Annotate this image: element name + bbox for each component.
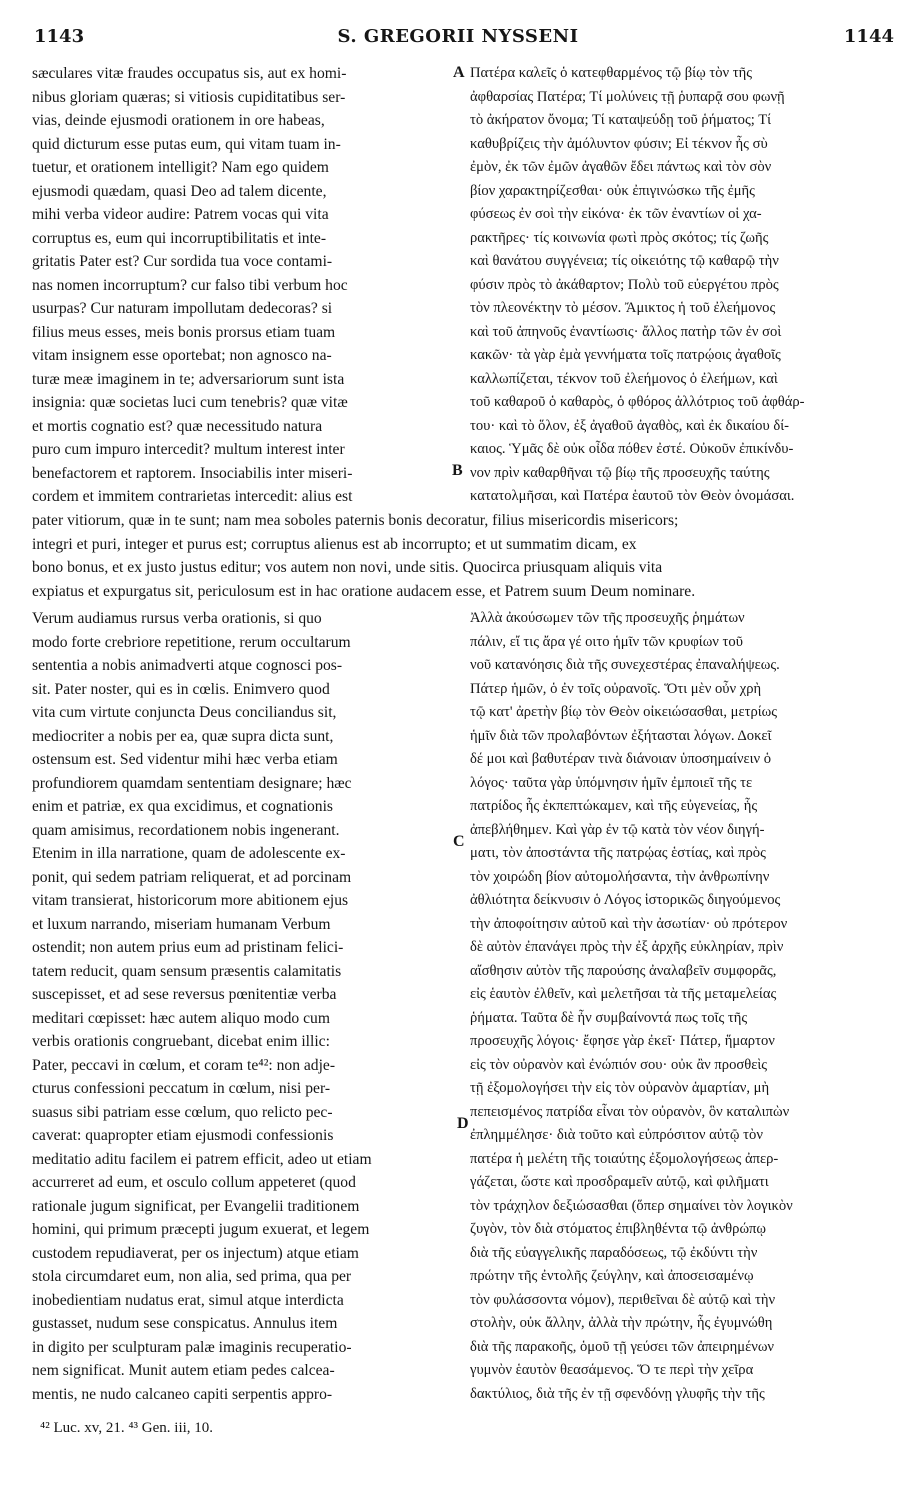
text-line: νον πρὶν καθαρθῆναι τῷ βίῳ τῆς προσευχῆς ταύτης <box>470 464 770 481</box>
greek-column-bottom <box>470 607 890 1406</box>
text-line: gustasset, nudum sese conspicatus. Annulus item <box>32 1315 338 1332</box>
text-line: Πάτερ ἡμῶν, ὁ ἐν τοῖς οὐρανοῖς. Ὅτι μὲν οὖν χρὴ <box>470 680 762 697</box>
text-line: sæculares vitæ fraudes occupatus sis, aut ex homi- <box>32 65 347 82</box>
text-line: homini, qui primum præcepti jugum exuerat, et legem <box>32 1221 370 1238</box>
text-line: quam amisimus, recordationem nobis ingenerant. <box>32 821 340 839</box>
text-line: filius meus esses, meis bonis prorsus etiam tuam <box>32 323 336 341</box>
text-line: nas nomen incorruptum? cur falso tibi verbum hoc <box>32 276 348 294</box>
text-line: τῷ κατ' ἀρετὴν βίῳ τὸν Θεὸν οἰκειώσασθαι, μετρίως <box>470 704 778 720</box>
text-line: τὸν τράχηλον δεξιώσασθαι (ὅπερ σημαίνει τὸν λογικὸν <box>470 1197 793 1214</box>
text-line: sententia a nobis animadverti atque cognosci pos- <box>32 657 343 674</box>
text-line: του· καὶ τὸ ὅλον, ἐξ ἀγαθοῦ ἀγαθὸς, καὶ ἐκ δικαίου δί- <box>470 417 790 434</box>
text-line: rationale jugum significat, per Evangelii traditionem <box>32 1197 360 1215</box>
text-line: benefactorem et raptorem. Insociabilis inter miseri- <box>32 464 353 482</box>
page-number-left: 1143 <box>34 26 85 47</box>
text-line: accurreret ad eum, et osculo collum appeteret (quod <box>32 1174 356 1191</box>
text-line: cturus confessioni peccatum in cœlum, nisi per- <box>32 1080 331 1097</box>
text-line: vitam transierat, historicorum more abitionem ejus <box>32 892 349 909</box>
text-line: pater vitiorum, quæ in te sunt; nam mea soboles paternis bonis decoratur, filius misericordis misericors; <box>32 512 679 529</box>
text-line: integri et puri, integer et purus est; corruptus alienus est ab incorrupto; et ut summatim dicam, ex <box>32 535 637 553</box>
text-line: φύσεως ἐν σοὶ τὴν εἰκόνα· ἐκ τῶν ἐναντίων οἱ χα- <box>470 206 762 222</box>
section-marker-b: B <box>452 462 463 479</box>
text-line: ἐμὸν, ἐκ τῶν ἐμῶν ἀγαθῶν ἔδει πάντως καὶ τὸν σὸν <box>470 159 772 175</box>
text-line: caverat: quapropter etiam ejusmodi confessionis <box>32 1127 334 1144</box>
text-line: καὶ θανάτου συγγένεια; τίς οἰκειότης τῷ καθαρῷ τὴν <box>470 253 779 269</box>
text-line: suscepisset, et ad sese reversus pœnitentiæ verba <box>32 986 337 1003</box>
text-line: puro cum impuro intercedit? multum interest inter <box>32 441 345 458</box>
text-line: δακτύλιος, διὰ τῆς ἐν τῇ σφενδόνῃ γλυφῆς τὴν τῆς <box>470 1385 765 1402</box>
text-line: et mortis cognatio est? quæ necessitudo natura <box>32 417 323 435</box>
text-line: κατατολμῆσαι, καὶ Πατέρα ἑαυτοῦ τὸν Θεὸν ὀνομάσαι. <box>470 488 795 504</box>
text-line: ἀφθαρσίας Πατέρα; Τί μολύνεις τῇ ῥυπαρᾷ σου φωνῇ <box>470 88 785 105</box>
text-line: verbis orationis congruebant, dicebat enim illic: <box>32 1033 330 1050</box>
text-line: τὸν φυλάσσοντα νόμον), περιθεῖναι δὲ αὐτῷ καὶ τὴν <box>470 1291 776 1308</box>
text-line: φύσιν πρὸς τὸ ἀκάθαρτον; Πολὺ τοῦ εὐεργέτου πρὸς <box>470 276 779 293</box>
text-line: mediocriter a nobis per ea, quæ supra dicta sunt, <box>32 727 334 745</box>
text-line: ἀθλιότητα δείκνυσιν ὁ Λόγος ἱστορικῶς διηγούμενος <box>470 892 781 908</box>
text-line: προσευχῆς λόγοις· ἔφησε γὰρ ἐκεῖ· Πάτερ, ἥμαρτον <box>470 1033 775 1049</box>
text-line: τὴν ἀποφοίτησιν αὐτοῦ καὶ τὴν ἀσωτίαν· οὐ πρότερον <box>470 915 788 932</box>
section-marker-d: D <box>457 1115 469 1132</box>
text-line: stola circumdaret eum, non alia, sed prima, qua per <box>32 1268 352 1285</box>
text-line: vias, deinde ejusmodi orationem in ore habeas, <box>32 112 325 129</box>
text-line: turæ meæ imaginem in te; adversariorum sunt ista <box>32 370 345 388</box>
text-line: ἡμῖν διὰ τῶν προλαβόντων ἐξήτασται λόγων. Δοκεῖ <box>470 727 772 744</box>
text-line: τοῦ καθαροῦ ὁ καθαρὸς, ὁ φθόρος ἀλλότριος τοῦ ἀφθάρ- <box>470 394 805 410</box>
text-line: ῥήματα. Ταῦτα δὲ ἦν συμβαίνοντά πως τοῖς τῆς <box>470 1009 748 1026</box>
text-line: usurpas? Cur naturam impollutam dedecoras? si <box>32 300 333 317</box>
latin-column-top <box>32 62 452 509</box>
text-line: gritatis Pater est? Cur sordida tua voce contami- <box>32 253 333 270</box>
text-line: vita cum virtute conjuncta Deus conciliandus sit, <box>32 704 337 721</box>
latin-full-width-block <box>32 509 888 603</box>
text-line: αἴσθησιν αὐτὸν τῆς παρούσης ἀναλαβεῖν συμφορᾶς, <box>470 962 777 979</box>
text-line: νοῦ κατανόησις διὰ τῆς συνεχεστέρας ἐπαναλήψεως. <box>470 657 780 673</box>
text-line: Etenim in illa narratione, quam de adolescente ex- <box>32 845 346 862</box>
text-line: πεπεισμένος πατρίδα εἶναι τὸν οὐρανὸν, ὃν καταλιπὼν <box>470 1103 790 1120</box>
text-line: mihi verba videor audire: Patrem vocas qui vita <box>32 206 329 223</box>
text-line: τῇ ἐξομολογήσει τὴν εἰς τὸν οὐρανὸν ἁμαρτίαν, μὴ <box>470 1080 770 1096</box>
text-line: βίον χαρακτηρίζεσθαι· οὐκ ἐπιγινώσκω τῆς ἐμῆς <box>470 182 755 199</box>
footnotes: ⁴² Luc. xv, 21. ⁴³ Gen. iii, 10. <box>40 1420 214 1436</box>
text-line: τὸν χοιρώδη βίον αὐτομολήσαντα, τὴν ἀνθρωπίνην <box>470 868 770 885</box>
text-line: ostensum est. Sed videntur mihi hæc verba etiam <box>32 751 338 768</box>
text-line: inobedientiam nudatus erat, simul atque interdicta <box>32 1291 344 1309</box>
text-line: πρώτην τῆς ἐντολῆς ζεύγλην, καὶ ἀποσεισαμένῳ <box>470 1268 754 1284</box>
text-line: τὸν πλεονέκτην τὸ μέσον. Ἄμικτος ἡ τοῦ ἐλεήμονος <box>470 300 776 316</box>
text-line: enim et patriæ, ex qua excidimus, et cognationis <box>32 798 333 815</box>
running-title: S. GREGORII NYSSENI <box>337 26 579 47</box>
text-line: λόγος· ταῦτα γὰρ ὑπόμνησιν ἡμῖν ἐμποιεῖ τῆς τε <box>470 774 753 791</box>
text-line: δέ μοι καὶ βαθυτέραν τινὰ διάνοιαν ὑποσημαίνειν ὁ <box>470 751 772 767</box>
text-line: Pater, peccavi in cœlum, et coram te⁴²: non adje- <box>32 1056 336 1074</box>
text-line: γυμνὸν ἑαυτὸν θεασάμενος. Ὅ τε περὶ τὴν χεῖρα <box>470 1362 754 1378</box>
text-line: quid dicturum esse putas eum, qui vitam tuam in- <box>32 135 341 153</box>
text-line: suasus sibi patriam esse cœlum, quo relicto pec- <box>32 1103 333 1121</box>
text-line: custodem repudiaverat, per os injectum) atque etiam <box>32 1244 359 1262</box>
text-line: Πατέρα καλεῖς ὁ κατεφθαρμένος τῷ βίῳ τὸν τῆς <box>470 65 753 81</box>
text-line: ἀπεβλήθημεν. Καὶ γὰρ ἐν τῷ κατὰ τὸν νέον διηγή- <box>470 821 765 838</box>
text-line: profundiorem quamdam sententiam designare; hæc <box>32 774 352 792</box>
page-number-right: 1144 <box>843 26 894 47</box>
text-line: δὲ αὐτὸν ἐπανάγει πρὸς τὴν ἐξ ἀρχῆς εὐκληρίαν, πρὶν <box>470 939 784 955</box>
text-line: Ἀλλὰ ἀκούσωμεν τῶν τῆς προσευχῆς ῥημάτων <box>470 610 745 626</box>
greek-column-top <box>470 62 890 509</box>
text-line: ζυγὸν, τὸν διὰ στόματος ἐπιβληθέντα τῷ ἀνθρώπῳ <box>470 1221 767 1237</box>
text-line: καιος. Ὑμᾶς δὲ οὐκ οἶδα πόθεν ἐστέ. Οὐκοῦν ἐπικίνδυ- <box>470 441 794 457</box>
text-line: tuetur, et orationem intelligit? Nam ego quidem <box>32 159 329 176</box>
text-line: vitam insignem esse oportebat; non agnosco na- <box>32 347 332 364</box>
text-line: sit. Pater noster, qui es in cœlis. Enimvero quod <box>32 680 330 698</box>
text-line: ejusmodi quædam, quasi Deo ad talem dicente, <box>32 182 327 200</box>
text-line: καθυβρίζεις τὴν ἀμόλυντον φύσιν; Εἰ τέκνον ἦς σὺ <box>470 135 768 152</box>
text-line: γάζεται, ὥστε καὶ προσδραμεῖν αὐτῷ, καὶ φιλῆματι <box>470 1174 769 1190</box>
section-marker-c: C <box>453 833 465 850</box>
text-line: expiatus et expurgatus sit, periculosum est in hac oratione audacem esse, et Patrem suum Deum nominare. <box>32 582 696 600</box>
text-line: insignia: quæ societas luci cum tenebris? quæ vitæ <box>32 394 348 411</box>
text-line: ponit, qui sedem patriam reliquerat, et ad porcinam <box>32 868 352 886</box>
text-line: nibus gloriam quæras; si vitiosis cupiditatibus ser- <box>32 88 346 106</box>
text-line: εἰς ἑαυτὸν ἐλθεῖν, καὶ μελετῆσαι τὰ τῆς μεταμελείας <box>470 986 777 1002</box>
text-line: κακῶν· τὰ γὰρ ἐμὰ γεννήματα τοῖς πατρῴοις ἀγαθοῖς <box>470 347 781 363</box>
text-line: nem significat. Munit autem etiam pedes calcea- <box>32 1362 335 1379</box>
text-line: ρακτῆρες· τίς κοινωνία φωτὶ πρὸς σκότος; τίς ζωῆς <box>470 229 769 246</box>
text-line: meditatio aditu facilem ei patrem efficit, adeo ut etiam <box>32 1150 372 1168</box>
text-line: εἰς τὸν οὐρανὸν καὶ ἐνώπιόν σου· οὐκ ἂν προσθεὶς <box>470 1056 768 1073</box>
section-marker-a: A <box>453 64 465 81</box>
text-line: διὰ τῆς εὐαγγελικῆς παραδόσεως, τῷ ἐκδύντι τὴν <box>470 1244 758 1261</box>
text-line: bono bonus, et ex justo justus editur; vos autem non novi, unde sitis. Quocirca priusquam aliquis vita <box>32 559 663 576</box>
text-line: mentis, ne nudo calcaneo capiti serpentis appro- <box>32 1385 333 1403</box>
text-line: πάλιν, εἴ τις ἄρα γέ οιτο ἡμῖν τῶν κρυφίων τοῦ <box>470 633 743 650</box>
text-line: et luxum narrando, miseriam humanam Verbum <box>32 915 331 933</box>
text-line: ματι, τὸν ἀποστάντα τῆς πατρῴας ἑστίας, καὶ πρὸς <box>470 845 766 861</box>
text-line: πατέρα ἡ μελέτη τῆς τοιαύτης ἐξομολογήσεως ἀπερ- <box>470 1150 779 1167</box>
text-line: διὰ τῆς παρακοῆς, ὁμοῦ τῇ γεύσει τῶν ἀπειρημένων <box>470 1338 775 1355</box>
text-line: στολὴν, οὐκ ἄλλην, ἀλλὰ τὴν πρώτην, ἧς ἐγυμνώθη <box>470 1315 773 1331</box>
latin-column-bottom <box>32 607 452 1406</box>
text-line: πατρίδος ἧς ἐκπεπτώκαμεν, καὶ τῆς εὐγενείας, ἧς <box>470 798 758 814</box>
text-line: modo forte crebriore repetitione, rerum occultarum <box>32 633 351 651</box>
text-line: καλλωπίζεται, τέκνον τοῦ ἐλεήμονος ὁ ἐλεήμων, καὶ <box>470 370 778 387</box>
text-line: meditari cœpisset: hæc autem aliquo modo cum <box>32 1009 330 1027</box>
text-line: in digito per sculpturam palæ imaginis recuperatio- <box>32 1338 352 1356</box>
text-line: cordem et immitem contrarietas intercedit: alius est <box>32 488 353 505</box>
text-line: καὶ τοῦ ἀπηνοῦς ἐναντίωσις· ἄλλος πατὴρ τῶν ἐν σοὶ <box>470 323 782 340</box>
text-line: tatem reducit, quam sensum præsentis calamitatis <box>32 962 342 980</box>
text-line: corruptus es, eum qui incorruptibilitatis et inte- <box>32 229 327 247</box>
text-line: τὸ ἀκήρατον ὄνομα; Τί καταψεύδῃ τοῦ ῥήματος; Τί <box>470 112 772 128</box>
text-line: ἐπλημμέλησε· διὰ τοῦτο καὶ εὐπρόσιτον αὐτῷ τὸν <box>470 1127 763 1143</box>
text-line: Verum audiamus rursus verba orationis, si quo <box>32 610 322 627</box>
text-line: ostendit; non autem prius eum ad pristinam felici- <box>32 939 344 956</box>
